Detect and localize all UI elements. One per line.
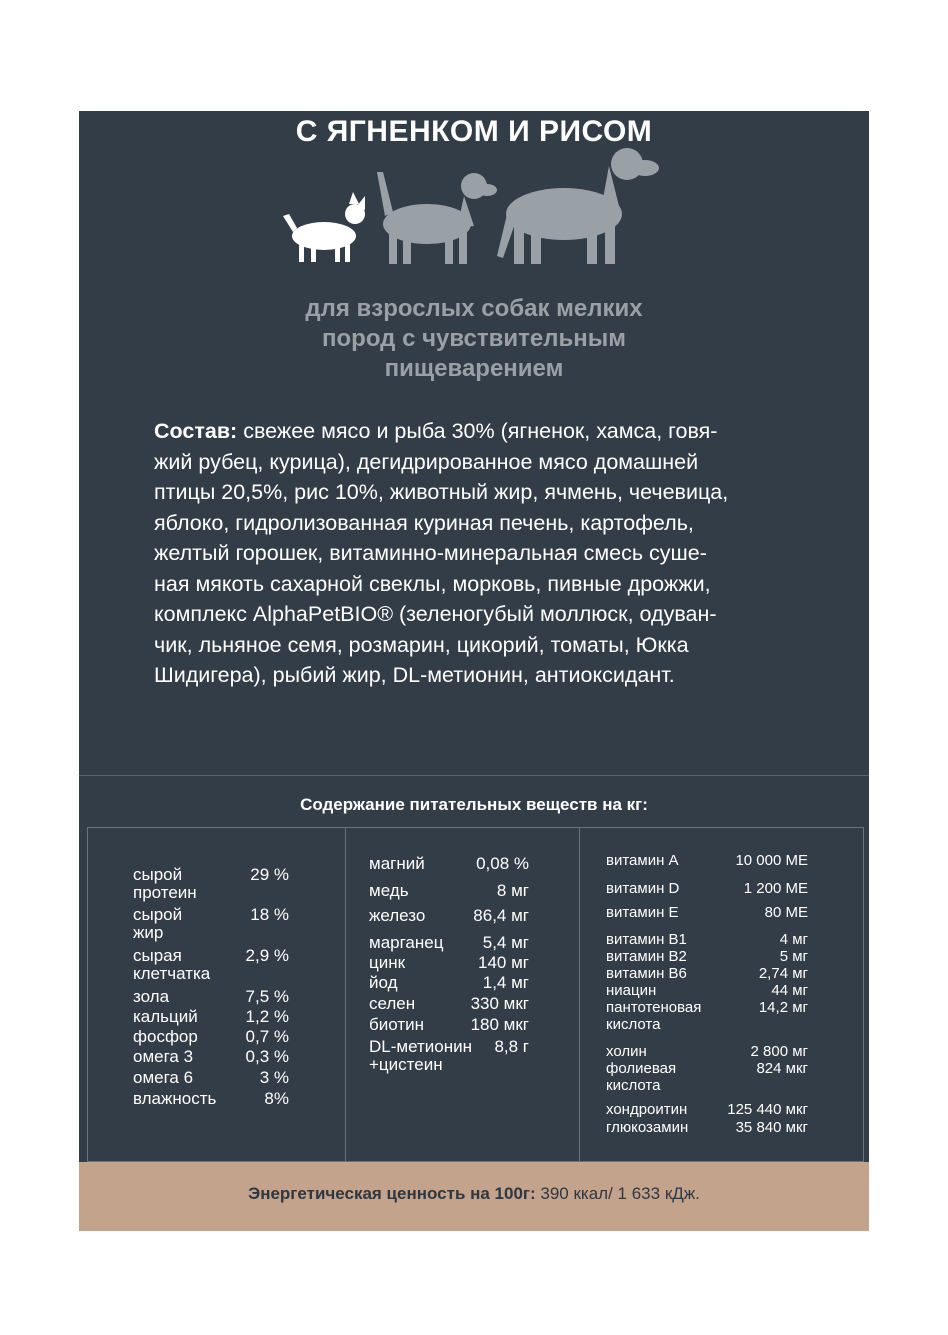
nutrient-name: омега 3 [133, 1047, 194, 1066]
composition-block [154, 416, 804, 691]
nutrient-row [369, 1016, 529, 1034]
product-subtitle [79, 294, 869, 384]
nutrient-name: влажность [133, 1089, 217, 1108]
nutrient-name: зола [133, 987, 170, 1006]
nutrient-value: 35 840 мкг [735, 1119, 808, 1136]
nutrient-value: 0,08 % [476, 854, 529, 873]
nutrient-value: 7,5 % [245, 987, 289, 1006]
nutrient-value: 8 мг [496, 881, 529, 900]
nutrient-row [369, 934, 529, 952]
nutrient-row [606, 852, 808, 869]
subtitle-line: пород с чувствительным [322, 325, 626, 352]
nutrient-row [606, 880, 808, 897]
composition-line: ная мякоть сахарной свеклы, морковь, пивные дрожжи, [154, 571, 711, 596]
nutrients-title: Содержание питательных веществ на кг: [300, 795, 648, 814]
nutrient-name: железо [369, 906, 426, 925]
energy-value: 390 ккал/ 1 633 кДж. [535, 1184, 700, 1203]
composition-line: жий рубец, курица), дегидрированное мясо домашней [154, 449, 699, 474]
energy-value-line [79, 1184, 869, 1204]
nutrient-value: 8% [264, 1089, 289, 1108]
nutrient-name: витамин В2 [606, 948, 687, 965]
nutrient-value: 14,2 мг [758, 999, 808, 1016]
nutrient-name: кальций [133, 1007, 198, 1026]
energy-label: Энергетическая ценность на 100г: [248, 1184, 536, 1203]
nutrient-value: 18 % [250, 905, 289, 924]
nutrient-value: 86,4 мг [473, 906, 529, 925]
nutrient-name: магний [369, 854, 425, 873]
nutrient-row [133, 1028, 289, 1046]
nutrient-name: хондроитин [606, 1101, 688, 1118]
medium-dog-icon [377, 172, 497, 264]
nutrient-name: сырая клетчатка [133, 946, 211, 983]
nutrient-row [606, 1101, 808, 1118]
nutrient-row [133, 947, 289, 983]
dog-silhouettes-icon [269, 136, 669, 266]
nutrient-name: DL-метионин +цистеин [369, 1037, 472, 1074]
nutrient-row [133, 988, 289, 1006]
nutrient-row [606, 1060, 808, 1094]
subtitle-line: пищеварением [384, 355, 564, 382]
nutrient-name: сырой жир [133, 905, 183, 942]
nutrient-value: 8,8 г [494, 1037, 529, 1056]
nutrient-value: 1,4 мг [482, 973, 529, 992]
nutrient-name: холин [606, 1043, 647, 1060]
nutrient-name: пантотеновая кислота [606, 999, 702, 1033]
nutrient-name: витамин Е [606, 904, 679, 921]
nutrient-value: 80 МЕ [764, 904, 808, 921]
nutrient-value: 1,2 % [245, 1007, 289, 1026]
nutrient-row [133, 866, 289, 902]
nutrient-value: 1 200 МЕ [743, 880, 808, 897]
small-dog-icon [283, 192, 365, 262]
composition-line [154, 416, 804, 447]
product-title: С ЯГНЕНКОМ И РИСОМ [295, 115, 653, 148]
nutrient-row [133, 1069, 289, 1087]
nutrient-name: витамин D [606, 880, 680, 897]
composition-line: Шидигера), рыбий жир, DL-метионин, антиоксидант. [154, 663, 675, 687]
nutrient-row [606, 1043, 808, 1060]
nutrient-value: 29 % [250, 865, 289, 884]
nutrient-value: 5,4 мг [482, 933, 529, 952]
nutrient-value: 2,74 мг [758, 965, 808, 982]
nutrient-row [133, 1008, 289, 1026]
nutrient-row [606, 1119, 808, 1136]
nutrient-row [369, 995, 529, 1013]
nutrient-row [606, 982, 808, 999]
nutrient-value: 3 % [259, 1068, 289, 1087]
package-panel [79, 111, 869, 1231]
nutrient-name: марганец [369, 933, 444, 952]
nutrient-name: медь [369, 881, 409, 900]
nutrient-value: 0,7 % [245, 1027, 289, 1046]
nutrient-name: сырой протеин [133, 865, 197, 902]
nutrient-value: 125 440 мкг [727, 1101, 808, 1118]
nutrient-row [369, 855, 529, 873]
nutrient-row [606, 999, 808, 1033]
nutrient-value: 140 мг [478, 953, 529, 972]
composition-text: свежее мясо и рыба 30% (ягненок, хамса, говя- [243, 419, 718, 443]
nutrient-value: 5 мг [779, 948, 808, 965]
energy-bar [79, 1162, 869, 1231]
nutrient-row [133, 1090, 289, 1108]
nutrient-value: 4 мг [779, 931, 808, 948]
nutrient-row [133, 906, 289, 942]
nutrient-value: 44 мг [771, 982, 808, 999]
nutrient-name: йод [369, 973, 398, 992]
nutrient-name: селен [369, 994, 416, 1013]
composition-line: комплекс AlphaPetBIO® (зеленогубый моллюск, одуван- [154, 602, 717, 626]
nutrient-value: 824 мкг [756, 1060, 808, 1077]
nutrient-row [369, 974, 529, 992]
nutrient-name: витамин В6 [606, 965, 687, 982]
composition-line: яблоко, гидролизованная куриная печень, картофель, [154, 510, 694, 535]
nutrient-name: глюкозамин [606, 1119, 689, 1136]
section-divider [79, 775, 869, 776]
nutrient-name: витамин А [606, 852, 679, 869]
nutrient-row [369, 954, 529, 972]
nutrient-row [369, 882, 529, 900]
nutrient-name: витамин В1 [606, 931, 687, 948]
column-divider [345, 827, 346, 1162]
large-dog-icon [497, 148, 659, 264]
nutrient-name: фолиевая кислота [606, 1060, 677, 1094]
nutrient-row [369, 1038, 529, 1074]
nutrient-value: 0,3 % [245, 1047, 289, 1066]
column-divider [579, 827, 580, 1162]
nutrient-row [606, 904, 808, 921]
nutrient-row [606, 965, 808, 982]
nutrient-value: 180 мкг [470, 1015, 529, 1034]
nutrient-name: ниацин [606, 982, 657, 999]
nutrient-value: 2,9 % [245, 946, 289, 965]
nutrient-name: фосфор [133, 1027, 198, 1046]
nutrient-name: биотин [369, 1015, 424, 1034]
nutrient-value: 10 000 МЕ [735, 852, 808, 869]
composition-line: желтый горошек, витаминно-минеральная смесь суше- [154, 541, 707, 565]
nutrient-name: омега 6 [133, 1068, 194, 1087]
nutrient-row [606, 948, 808, 965]
composition-label: Состав: [154, 419, 238, 443]
composition-line: чик, льняное семя, розмарин, цикорий, томаты, Юкка [154, 632, 689, 657]
nutrient-row [369, 907, 529, 925]
nutrient-name: цинк [369, 953, 406, 972]
nutrient-value: 2 800 мг [750, 1043, 808, 1060]
nutrient-row [606, 931, 808, 948]
nutrient-row [133, 1048, 289, 1066]
composition-line: птицы 20,5%, рис 10%, животный жир, ячмень, чечевица, [154, 480, 729, 504]
subtitle-line: для взрослых собак мелких [305, 295, 643, 322]
nutrient-value: 330 мкг [470, 994, 529, 1013]
